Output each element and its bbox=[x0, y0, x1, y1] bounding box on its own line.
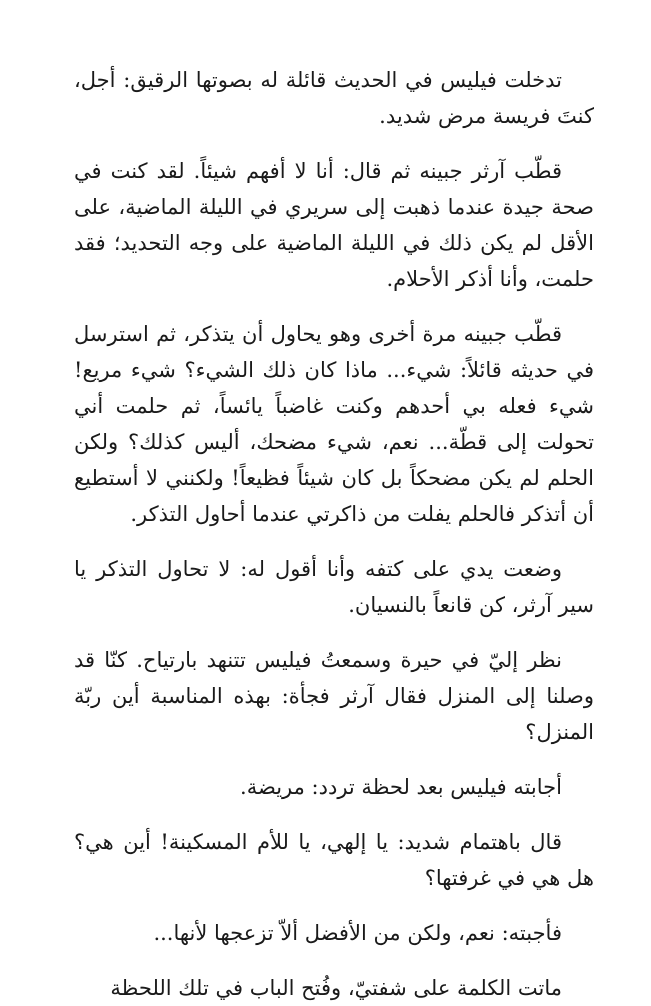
paragraph-4: وضعت يدي على كتفه وأنا أقول له: لا تحاول التذكر يا سير آرثر، كن قانعاً بالنسيان. bbox=[74, 557, 594, 617]
book-page bbox=[74, 62, 594, 1006]
paragraph-8: فأجبته: نعم، ولكن من الأفضل ألاّ تزعجها لأنها... bbox=[153, 921, 562, 945]
paragraph-3: قطّب جبينه مرة أخرى وهو يحاول أن يتذكر، ثم استرسل في حديثه قائلاً: شيء... ماذا كان ذلك الشيء؟ شيء مريع! شيء فعله بي أحدهم وكنت غاضباً يائساً، ثم حلمت أني تحولت إلى قطّة... نعم، شيء مضحك، أليس كذلك؟ ولكن الحلم لم يكن مضحكاً بل كان شيئاً فظيعاً! ولكنني لا أستطيع أن أتذكر فالحلم يفلت من ذاكرتي عندما أحاول التذكر. bbox=[74, 322, 594, 526]
paragraph-5: نظر إليّ في حيرة وسمعتُ فيليس تتنهد بارتياح. كنّا قد وصلنا إلى المنزل فقال آرثر فجأة: بهذه المناسبة أين ربّة المنزل؟ bbox=[74, 648, 594, 744]
paragraph-2: قطّب آرثر جبينه ثم قال: أنا لا أفهم شيئاً. لقد كنت في صحة جيدة عندما ذهبت إلى سريري في الليلة الماضية، على الأقل لم يكن ذلك في الليلة الماضية على وجه التحديد؛ فقد حلمت، وأنا أذكر الأحلام. bbox=[74, 159, 594, 291]
paragraph-7: قال باهتمام شديد: يا إلهي، يا للأم المسكينة! أين هي؟ هل هي في غرفتها؟ bbox=[74, 830, 594, 890]
paragraph-9: ماتت الكلمة على شفتيّ، وفُتح الباب في تلك اللحظة bbox=[110, 976, 562, 1000]
paragraph-6: أجابته فيليس بعد لحظة تردد: مريضة. bbox=[240, 775, 562, 799]
paragraph-1: تدخلت فيليس في الحديث قائلة له بصوتها الرقيق: أجل، كنتَ فريسة مرض شديد. bbox=[74, 68, 594, 128]
